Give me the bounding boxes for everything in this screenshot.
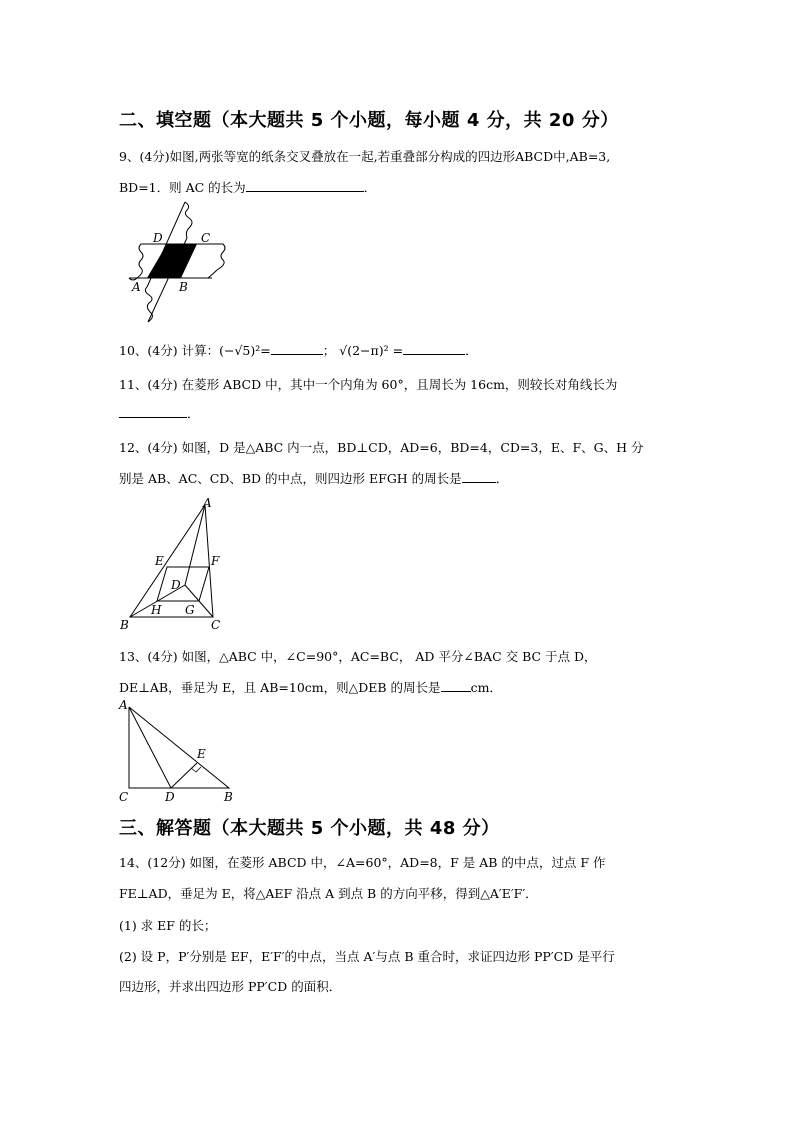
- q9-label-d: D: [153, 231, 163, 245]
- q12-label-b: B: [120, 618, 129, 632]
- q9-label-b: B: [179, 280, 188, 294]
- q11-end: ．: [187, 406, 200, 421]
- q9-label-a: A: [132, 280, 141, 294]
- q13-blank: [441, 678, 471, 692]
- q13-line1: 13、(4分) 如图，△ABC 中，∠C=90°，AC=BC， AD 平分∠BAC 交 BC 于点 D，: [119, 649, 597, 664]
- q13-label-d: D: [165, 790, 175, 804]
- q11-blank: [119, 404, 187, 418]
- q9-overlap-rhombus: [147, 244, 197, 278]
- q9-figure: [115, 198, 230, 326]
- q10-expr2: √(2−π)² =: [339, 343, 404, 358]
- q9-label-c: C: [201, 231, 211, 245]
- q13-label-a: A: [119, 698, 128, 712]
- q12-label-f: F: [211, 554, 220, 568]
- q9-text: BD=1．则 AC 的长为: [119, 180, 246, 195]
- q12-line2: [119, 469, 508, 487]
- q14-part2-line1: (2) 设 P，P′分别是 EF，E′F′的中点，当点 A′与点 B 重合时，求证四边形 PP′CD 是平行: [119, 949, 615, 964]
- q12-blank: [462, 469, 496, 483]
- q10-line: [119, 341, 478, 359]
- q13-text: DE⊥AB，垂足为 E，且 AB=10cm，则△DEB 的周长是: [119, 680, 441, 695]
- q12-label-g: G: [185, 603, 195, 617]
- section-answer-title: 三、解答题（本大题共 5 个小题，共 48 分）: [119, 818, 500, 839]
- q10-blank1: [271, 341, 323, 355]
- q12-label-c: C: [211, 618, 221, 632]
- q9-answer-blank: [246, 178, 364, 192]
- q12-label-a: A: [203, 496, 212, 510]
- section-fill-in-title: 二、填空题（本大题共 5 个小题，每小题 4 分，共 20 分）: [119, 110, 619, 131]
- q9-end: ．: [363, 180, 377, 195]
- q12-quad-efgh: [157, 567, 209, 601]
- q14-part1: (1) 求 EF 的长；: [119, 918, 217, 933]
- q13-label-e: E: [197, 747, 206, 761]
- q13-label-c: C: [119, 790, 129, 804]
- q9-line1: 9、(4分)如图,两张等宽的纸条交叉叠放在一起,若重叠部分构成的四边形ABCD中,AB=3,: [119, 149, 611, 164]
- q14-line2: FE⊥AD，垂足为 E，将△AEF 沿点 A 到点 B 的方向平移，得到△A′E′F′．: [119, 886, 538, 901]
- q13-label-b: B: [224, 790, 233, 804]
- q12-figure: [115, 495, 235, 635]
- q12-text: 别是 AB、AC、CD、BD 的中点，则四边形 EFGH 的周长是: [119, 471, 462, 486]
- q12-label-h: H: [151, 603, 162, 617]
- q12-label-e: E: [155, 554, 164, 568]
- q10-expr1: (−√5)²=: [219, 343, 271, 358]
- q10-end: ．: [465, 343, 478, 358]
- q11-line1: 11、(4分) 在菱形 ABCD 中，其中一个内角为 60°，且周长为 16cm，则较长对角线长为: [119, 377, 618, 392]
- q13-unit: cm．: [470, 680, 502, 695]
- q10-sep: ；: [322, 343, 336, 358]
- q14-part2-line2: 四边形，并求出四边形 PP′CD 的面积．: [119, 979, 342, 994]
- q12-label-d: D: [171, 578, 181, 592]
- q13-line2: [119, 678, 502, 696]
- q12-end: ．: [495, 471, 509, 486]
- q12-line1: 12、(4分) 如图，D 是△ABC 内一点，BD⊥CD，AD=6，BD=4，CD=3，E、F、G、H 分: [119, 440, 644, 455]
- q10-blank2: [403, 341, 465, 355]
- q9-line2: [119, 178, 376, 196]
- q14-line1: 14、(12分) 如图，在菱形 ABCD 中，∠A=60°，AD=8，F 是 AB 的中点，过点 F 作: [119, 855, 606, 870]
- q13-figure: [115, 697, 245, 809]
- q10-prefix: 10、(4分) 计算：: [119, 343, 220, 358]
- q11-line2: [119, 404, 200, 422]
